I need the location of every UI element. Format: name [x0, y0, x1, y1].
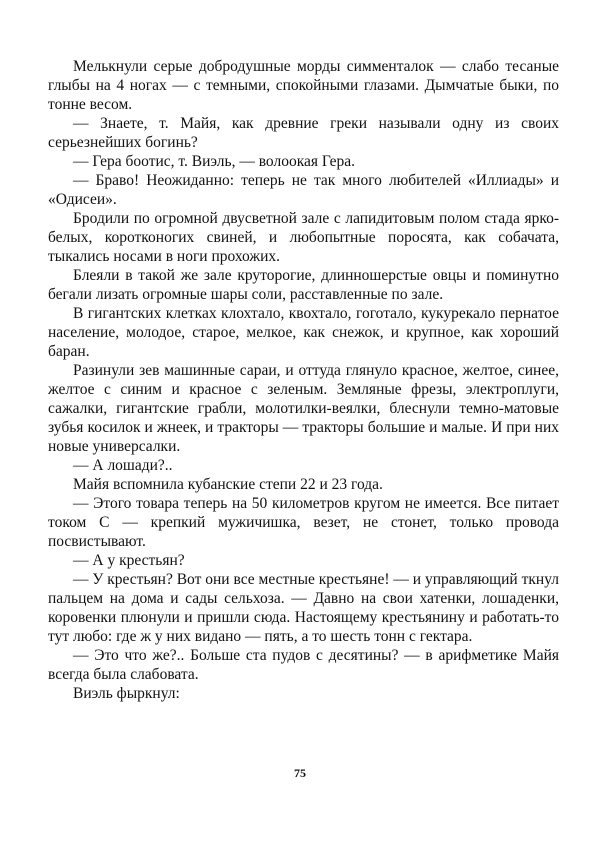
- paragraph: Виэль фыркнул:: [73, 685, 180, 702]
- paragraph: — У крестьян? Вот они все местные крестьяне! — и управляющий ткнул пальцем на дома и сады сельхоза. — Давно на свои хатенки, лошаденки, коровенки плюнули и пришли сюда. Настоящему крестьянину и работать-то тут любо: где ж у них видано — пять, а то шесть тонн с гектара.: [48, 571, 559, 645]
- paragraph: — Этого товара теперь на 50 километров кругом не имеется. Все питает током С — крепкий мужичишка, везет, не стонет, только провода посвистывают.: [48, 495, 559, 550]
- paragraph: — Это что же?.. Больше ста пудов с десятины? — в арифметике Майя всегда была слабовата.: [48, 647, 559, 683]
- paragraph: Разинули зев машинные сараи, и оттуда глянуло красное, желтое, синее, желтое с синим и красное с зеленым. Земляные фрезы, электроплуги, сажалки, гигантские грабли, молотилки-веялки, блеснули темно-матовые зубья косилок и жнеек, и тракторы — тракторы большие и малые. И при них новые универсалки.: [48, 362, 559, 455]
- paragraph: — А лошади?..: [73, 457, 173, 474]
- book-page-text: [48, 57, 559, 703]
- paragraph: — Браво! Неожиданно: теперь не так много любителей «Иллиады» и «Одисеи».: [48, 172, 559, 208]
- paragraph: — А у крестьян?: [73, 552, 185, 569]
- paragraph: Мелькнули серые добродушные морды симменталок — слабо тесаные глыбы на 4 ногах — с темными, спокойными глазами. Дымчатые быки, по тонне весом.: [48, 58, 559, 113]
- page-number: 75: [294, 766, 306, 780]
- paragraph: Майя вспомнила кубанские степи 22 и 23 года.: [73, 476, 383, 493]
- paragraph: — Гера боотис, т. Виэль, — волоокая Гера.: [73, 153, 356, 170]
- paragraph: — Знаете, т. Майя, как древние греки называли одну из своих серьезнейших богинь?: [48, 115, 559, 151]
- paragraph: В гигантских клетках клохтало, квохтало, гоготало, кукурекало пернатое население, молодое, старое, мелкое, как снежок, и крупное, как хороший баран.: [48, 305, 559, 360]
- paragraph: Бродили по огромной двусветной зале с лапидитовым полом стада ярко-белых, коротконогих свиней, и любопытные поросята, как собачата, тыкались носами в ноги прохожих.: [48, 210, 559, 265]
- paragraph: Блеяли в такой же зале круторогие, длинношерстые овцы и поминутно бегали лизать огромные шары соли, расставленные по зале.: [48, 267, 559, 303]
